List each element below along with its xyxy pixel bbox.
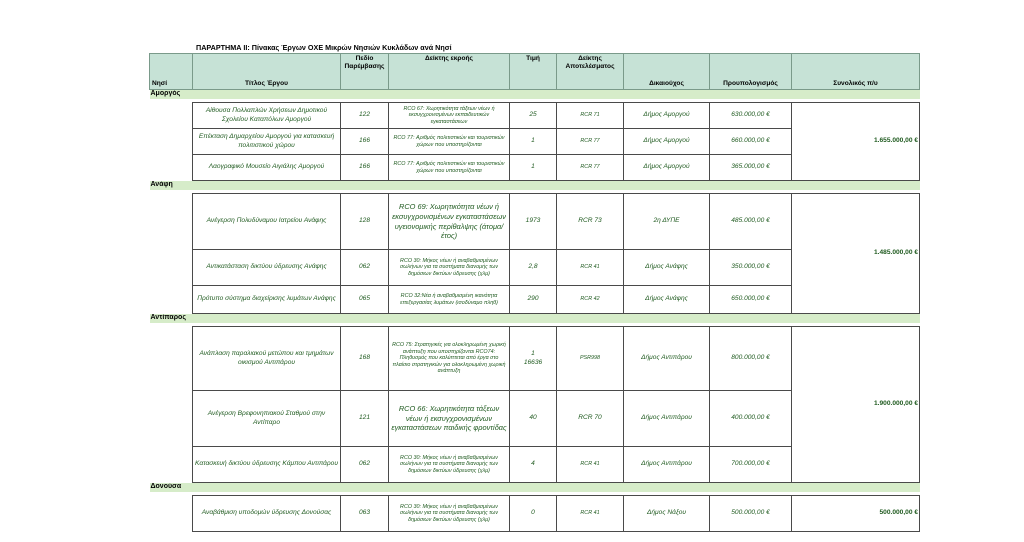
- project-title: Κατασκευή δικτύου ύδρευσης Κάμπου Αντιπάρου: [193, 447, 341, 483]
- output-indicator: RCO 30: Μήκος νέων ή αναβαθμισμένων σωλήνων για τα συστήματα διανομής των δημόσιων δικτύων ύδρευσης (χλμ): [389, 447, 510, 483]
- intervention-field: 168: [341, 327, 389, 391]
- group-row: [150, 483, 920, 493]
- output-indicator: RCO 77: Αριθμός πολιτιστικών και τουριστικών χώρων που υποστηρίζονται: [389, 155, 510, 181]
- beneficiary: Δήμος Αντιπάρου: [624, 327, 710, 391]
- header-island: Νησί: [150, 54, 193, 90]
- project-title: Ανάπλαση παραλιακού μετώπου και τμημάτων οικισμού Αντιπάρου: [193, 327, 341, 391]
- indicator-value: 1: [510, 129, 557, 155]
- island-total: 1.655.000,00 €: [792, 103, 920, 181]
- island-total: 500.000,00 €: [792, 496, 920, 532]
- header-budget: Προυπολογισμός: [710, 54, 792, 90]
- project-title: Αίθουσα Πολλαπλών Χρήσεων Δημοτικού Σχολείου Καταπόλων Αμοργού: [193, 103, 341, 129]
- intervention-field: 121: [341, 391, 389, 447]
- island-name: Αντίπαρος: [150, 314, 920, 324]
- output-indicator: RCO 67: Χωρητικότητα τάξεων νέων ή εκσυγχρονισμένων εκπαιδευτικών εγκαταστάσεων: [389, 103, 510, 129]
- budget: 350.000,00 €: [710, 250, 792, 286]
- group-row: [150, 314, 920, 324]
- beneficiary: Δήμος Αντιπάρου: [624, 447, 710, 483]
- intervention-field: 122: [341, 103, 389, 129]
- result-indicator: RCR 41: [557, 447, 624, 483]
- projects-table: [149, 53, 920, 532]
- header-value: Τιμή: [510, 54, 557, 90]
- group-row: [150, 90, 920, 100]
- intervention-field: 063: [341, 496, 389, 532]
- project-title: Αναβάθμιση υποδομών ύδρευσης Δονούσας: [193, 496, 341, 532]
- result-indicator: RCR 42: [557, 286, 624, 314]
- indicator-value: 290: [510, 286, 557, 314]
- indicator-value: 1: [510, 155, 557, 181]
- header-row: [150, 54, 920, 90]
- result-indicator: RCR 41: [557, 496, 624, 532]
- indicator-value-1: 1: [531, 350, 535, 358]
- indicator-value: 1973: [510, 194, 557, 250]
- beneficiary: Δήμος Αμοργού: [624, 155, 710, 181]
- indicator-value-2: 16636: [523, 358, 543, 366]
- result-indicator: PSR998: [557, 327, 624, 391]
- island-name: Δονούσα: [150, 483, 920, 493]
- budget: 400.000,00 €: [710, 391, 792, 447]
- budget: 650.000,00 €: [710, 286, 792, 314]
- budget: 485.000,00 €: [710, 194, 792, 250]
- header-beneficiary: Δικαιούχος: [624, 54, 710, 90]
- intervention-field: 166: [341, 129, 389, 155]
- header-total: Συνολικός π/υ: [792, 54, 920, 90]
- island-total: 1.900.000,00 €: [792, 327, 920, 483]
- table-row: [150, 327, 920, 391]
- indicator-value: 40: [510, 391, 557, 447]
- budget: 800.000,00 €: [710, 327, 792, 391]
- beneficiary: 2η ΔΥΠΕ: [624, 194, 710, 250]
- result-indicator: RCR 77: [557, 129, 624, 155]
- result-indicator: RCR 77: [557, 155, 624, 181]
- result-indicator: RCR 70: [557, 391, 624, 447]
- project-title: Ανέγερση Πολυδύναμου Ιατρείου Ανάφης: [193, 194, 341, 250]
- result-indicator: RCR 41: [557, 250, 624, 286]
- indicator-value: 4: [510, 447, 557, 483]
- project-title: Ανέγερση Βρεφονηπιακού Σταθμού στην Αντίπαρο: [193, 391, 341, 447]
- result-indicator: RCR 71: [557, 103, 624, 129]
- header-title: Τίτλος Έργου: [193, 54, 341, 90]
- project-title: Επέκταση Δημαρχείου Αμοργού για κατασκευή πολιτιστικού χώρου: [193, 129, 341, 155]
- intervention-field: 128: [341, 194, 389, 250]
- output-indicator: RCO 69: Χωρητικότητα νέων ή εκσυγχρονισμένων εγκαταστάσεων υγειονομικής περίθαλψης (άτομα/έτος): [389, 194, 510, 250]
- output-indicator: RCO 75: Στρατηγικές για ολοκληρωμένη χωρική ανάπτυξη που υποστηρίζονται RCO74: Πληθυσμός που καλύπτεται από έργα στο πλαίσιο στρατηγικών για ολοκληρωμένη χωρική ανάπτυξη: [389, 327, 510, 391]
- island-total: 1.485.000,00 €: [792, 194, 920, 314]
- beneficiary: Δήμος Ανάφης: [624, 250, 710, 286]
- indicator-value: 2,8: [510, 250, 557, 286]
- beneficiary: Δήμος Αντιπάρου: [624, 391, 710, 447]
- output-indicator: RCO 66: Χωρητικότητα τάξεων νέων ή εκσυγχρονισμένων εγκαταστάσεων παιδικής φροντίδας: [389, 391, 510, 447]
- indicator-value: 0: [510, 496, 557, 532]
- intervention-field: 065: [341, 286, 389, 314]
- header-output: Δείκτης εκροής: [389, 54, 510, 90]
- output-indicator: RCO 32:Νέα ή αναβαθμισμένη ικανότητα επεξεργασίας λυμάτων (ισοδύναμο πληθ): [389, 286, 510, 314]
- budget: 660.000,00 €: [710, 129, 792, 155]
- output-indicator: RCO 30: Μήκος νέων ή αναβαθμισμένων σωλήνων για τα συστήματα διανομής των δημόσιων δικτύων ύδρευσης (χλμ): [389, 250, 510, 286]
- table-row: [150, 194, 920, 250]
- beneficiary: Δήμος Ανάφης: [624, 286, 710, 314]
- output-indicator: RCO 77: Αριθμός πολιτιστικών και τουριστικών χώρων που υποστηρίζονται: [389, 129, 510, 155]
- table-row: [150, 103, 920, 129]
- beneficiary: Δήμος Αμοργού: [624, 129, 710, 155]
- header-field: Πεδίο Παρέμβασης: [341, 54, 389, 90]
- budget: 700.000,00 €: [710, 447, 792, 483]
- result-indicator: RCR 73: [557, 194, 624, 250]
- indicator-value: [510, 327, 557, 391]
- intervention-field: 166: [341, 155, 389, 181]
- indicator-value: 25: [510, 103, 557, 129]
- budget: 365.000,00 €: [710, 155, 792, 181]
- beneficiary: Δήμος Νάξου: [624, 496, 710, 532]
- table-row: [150, 496, 920, 532]
- intervention-field: 062: [341, 447, 389, 483]
- budget: 630.000,00 €: [710, 103, 792, 129]
- output-indicator: RCO 30: Μήκος νέων ή αναβαθμισμένων σωλήνων για τα συστήματα διανομής των δημόσιων δικτύων ύδρευσης (χλμ): [389, 496, 510, 532]
- island-name: Ανάφη: [150, 181, 920, 191]
- project-title: Πρότυπο σύστημα διαχείρισης λυμάτων Ανάφης: [193, 286, 341, 314]
- project-title: Αντικατάσταση δικτύου ύδρευσης Ανάφης: [193, 250, 341, 286]
- document-title: ΠΑΡΑΡΤΗΜΑ ΙΙ: Πίνακας Έργων ΟΧΕ Μικρών Νησιών Κυκλάδων ανά Νησί: [196, 43, 452, 52]
- group-row: [150, 181, 920, 191]
- budget: 500.000,00 €: [710, 496, 792, 532]
- intervention-field: 062: [341, 250, 389, 286]
- header-result: Δείκτης Αποτελέσματος: [557, 54, 624, 90]
- beneficiary: Δήμος Αμοργού: [624, 103, 710, 129]
- island-name: Αμοργός: [150, 90, 920, 100]
- project-title: Λαογραφικό Μουσείο Αιγιάλης Αμοργού: [193, 155, 341, 181]
